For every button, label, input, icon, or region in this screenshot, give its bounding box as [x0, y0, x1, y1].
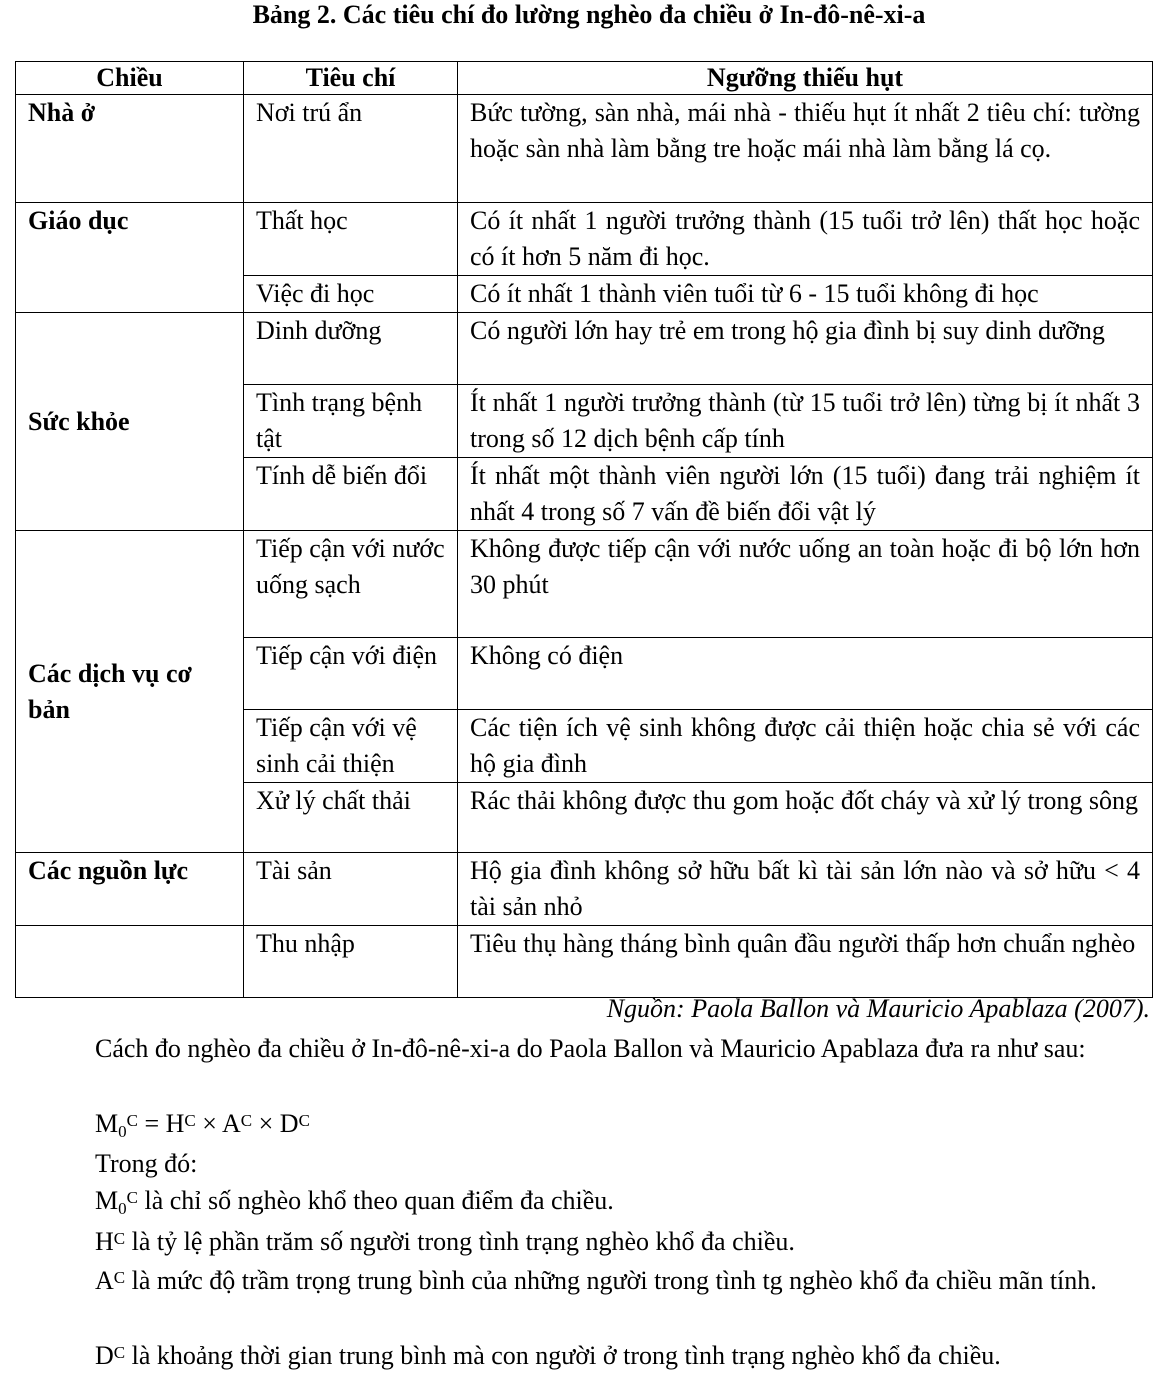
definition-h: $H^C$ là tỷ lệ phần trăm số người trong tình trạng nghèo khổ đa chiều. — [95, 1227, 795, 1256]
criterion-cell: Thất học — [244, 203, 458, 276]
threshold-cell: Không được tiếp cận với nước uống an toàn hoặc đi bộ lớn hơn 30 phút — [458, 531, 1153, 638]
header-threshold: Ngưỡng thiếu hụt — [458, 62, 1153, 95]
criterion-cell: Xử lý chất thải — [244, 783, 458, 853]
criterion-cell: Tài sản — [244, 853, 458, 926]
dimension-cell: Giáo dục — [16, 203, 244, 313]
criterion-cell: Tiếp cận với điện — [244, 638, 458, 710]
criterion-cell: Nơi trú ẩn — [244, 95, 458, 203]
criteria-table — [15, 61, 1153, 998]
criterion-cell: Việc đi học — [244, 276, 458, 313]
definition-a: $A^C$ là mức độ trầm trọng trung bình của những người trong tình tg nghèo khổ đa chiều mãn tính. — [95, 1266, 1097, 1295]
table-source: Nguồn: Paola Ballon và Mauricio Apablaza (2007). — [606, 994, 1150, 1023]
definition-m0: $M_0^C$ là chỉ số nghèo khổ theo quan điểm đa chiều. — [95, 1186, 614, 1218]
table-row — [16, 203, 1153, 276]
threshold-cell: Các tiện ích vệ sinh không được cải thiện hoặc chia sẻ với các hộ gia đình — [458, 710, 1153, 783]
threshold-cell: Có ít nhất 1 thành viên tuổi từ 6 - 15 tuổi không đi học — [458, 276, 1153, 313]
table-header-row — [16, 62, 1153, 95]
dimension-cell: Các nguồn lực — [16, 853, 244, 926]
dimension-cell: Nhà ở — [16, 95, 244, 203]
header-dimension: Chiều — [16, 62, 244, 95]
criterion-cell: Thu nhập — [244, 926, 458, 998]
table-row — [16, 531, 1153, 638]
threshold-cell: Có ít nhất 1 người trưởng thành (15 tuổi trở lên) thất học hoặc có ít hơn 5 năm đi học. — [458, 203, 1153, 276]
table-row — [16, 853, 1153, 926]
where-label: Trong đó: — [95, 1149, 198, 1178]
dimension-cell: Sức khỏe — [16, 313, 244, 531]
table-row — [16, 313, 1153, 385]
threshold-cell: Có người lớn hay trẻ em trong hộ gia đình bị suy dinh dưỡng — [458, 313, 1153, 385]
threshold-cell: Bức tường, sàn nhà, mái nhà - thiếu hụt ít nhất 2 tiêu chí: tường hoặc sàn nhà làm bằng tre hoặc mái nhà làm bằng lá cọ. — [458, 95, 1153, 203]
formula: $M_0^C = H^C \times A^C \times D^C$ — [95, 1109, 310, 1141]
threshold-cell: Không có điện — [458, 638, 1153, 710]
threshold-cell: Ít nhất một thành viên người lớn (15 tuổi) đang trải nghiệm ít nhất 4 trong số 7 vấn đề biến đổi vật lý — [458, 458, 1153, 531]
threshold-cell: Tiêu thụ hàng tháng bình quân đầu người thấp hơn chuẩn nghèo — [458, 926, 1153, 998]
table-row — [16, 926, 1153, 998]
criterion-cell: Tiếp cận với nước uống sạch — [244, 531, 458, 638]
criterion-cell: Tiếp cận với vệ sinh cải thiện — [244, 710, 458, 783]
dimension-cell: Các dịch vụ cơ bản — [16, 531, 244, 853]
threshold-cell: Rác thải không được thu gom hoặc đốt cháy và xử lý trong sông — [458, 783, 1153, 853]
dimension-cell — [16, 926, 244, 998]
table-row — [16, 95, 1153, 203]
definition-d: $D^C$ là khoảng thời gian trung bình mà con người ở trong tình trạng nghèo khổ đa chiều. — [95, 1341, 1001, 1370]
threshold-cell: Hộ gia đình không sở hữu bất kì tài sản lớn nào và sở hữu < 4 tài sản nhỏ — [458, 853, 1153, 926]
table-title: Bảng 2. Các tiêu chí đo lường nghèo đa chiều ở In-đô-nê-xi-a — [252, 0, 926, 29]
criterion-cell: Tình trạng bệnh tật — [244, 385, 458, 458]
header-criterion: Tiêu chí — [244, 62, 458, 95]
intro-paragraph: Cách đo nghèo đa chiều ở In-đô-nê-xi-a do Paola Ballon và Mauricio Apablaza đưa ra như sau: — [95, 1034, 1086, 1063]
criterion-cell: Tính dễ biến đổi — [244, 458, 458, 531]
threshold-cell: Ít nhất 1 người trưởng thành (từ 15 tuổi trở lên) từng bị ít nhất 3 trong số 12 dịch bệnh cấp tính — [458, 385, 1153, 458]
criterion-cell: Dinh dưỡng — [244, 313, 458, 385]
